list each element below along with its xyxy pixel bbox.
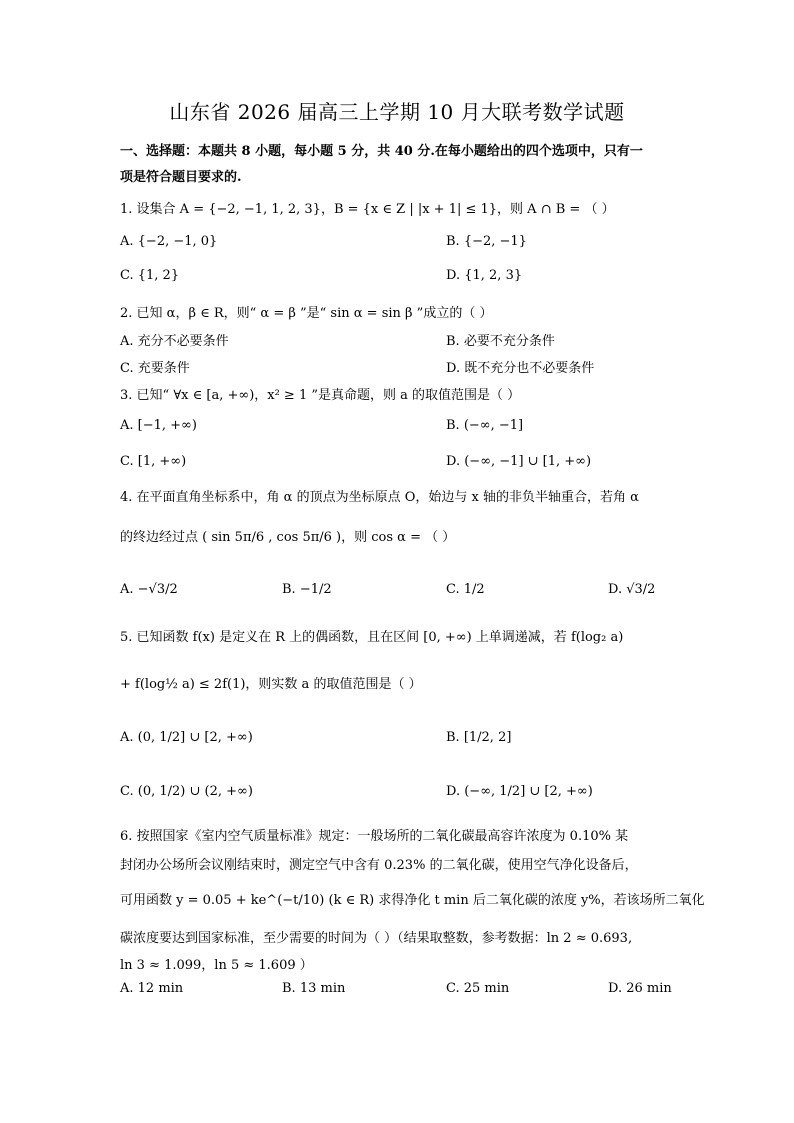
q4-option-d: D. √3/2 [608,582,656,597]
q6-option-d: D. 26 min [608,981,672,996]
q4-stem-line1: 4. 在平面直角坐标系中，角 α 的顶点为坐标原点 O，始边与 x 轴的非负半轴重合，若角 α [120,490,639,505]
section-instruction-line1: 一、选择题：本题共 8 小题，每小题 5 分，共 40 分.在每小题给出的四个选项中，只有一 [120,144,643,159]
q6-stem-line2: 封闭办公场所会议刚结束时，测定空气中含有 0.23% 的二氧化碳，使用空气净化设备后， [120,858,638,873]
q6-option-a: A. 12 min [120,981,184,996]
q6-option-b: B. 13 min [282,981,346,996]
q5-stem-line2: + f(log½ a) ≤ 2f(1)，则实数 a 的取值范围是（ ） [120,677,422,692]
q3-stem: 3. 已知“ ∀x ∈ [a, +∞)，x² ≥ 1 ”是真命题，则 a 的取值范围是（ ） [120,388,521,403]
section-instruction-line2: 项是符合题目要求的. [120,170,242,185]
q2-stem: 2. 已知 α，β ∈ R，则“ α = β ”是“ sin α = sin β ”成立的（ ） [120,306,493,321]
page-title: 山东省 2026 届高三上学期 10 月大联考数学试题 [169,100,625,124]
q1-option-c: C. {1, 2} [120,268,180,283]
q6-stem-line5: ln 3 ≈ 1.099，ln 5 ≈ 1.609 ） [120,958,313,973]
q6-stem-line3: 可用函数 y = 0.05 + ke^(−t/10) (k ∈ R) 求得净化 t min 后二氧化碳的浓度 y%，若该场所二氧化 [120,893,705,908]
q5-option-b: B. [1/2, 2] [446,730,512,745]
q3-option-b: B. (−∞, −1] [446,418,524,433]
q6-stem-line1: 6. 按照国家《室内空气质量标准》规定：一般场所的二氧化碳最高容许浓度为 0.10% 某 [120,829,629,844]
q2-option-d: D. 既不充分也不必要条件 [446,361,595,376]
q1-option-b: B. {−2, −1} [446,234,527,249]
q2-option-c: C. 充要条件 [120,361,190,376]
q5-option-a: A. (0, 1/2] ∪ [2, +∞) [120,730,253,745]
q4-stem-line2: 的终边经过点 ( sin 5π/6 , cos 5π/6 )，则 cos α = （ ） [120,530,456,545]
q5-option-d: D. (−∞, 1/2] ∪ [2, +∞) [446,784,593,799]
q4-option-b: B. −1/2 [282,582,332,597]
q3-option-c: C. [1, +∞) [120,454,187,469]
q6-option-c: C. 25 min [446,981,510,996]
q4-option-a: A. −√3/2 [120,582,178,597]
q4-option-c: C. 1/2 [446,582,485,597]
q1-option-a: A. {−2, −1, 0} [120,234,218,249]
q5-option-c: C. (0, 1/2) ∪ (2, +∞) [120,784,253,799]
q2-option-a: A. 充分不必要条件 [120,334,229,349]
q3-option-a: A. [−1, +∞) [120,418,197,433]
q3-option-d: D. (−∞, −1] ∪ [1, +∞) [446,454,592,469]
q5-stem-line1: 5. 已知函数 f(x) 是定义在 R 上的偶函数，且在区间 [0, +∞) 上单调递减，若 f(log₂ a) [120,630,624,645]
q2-option-b: B. 必要不充分条件 [446,334,555,349]
q1-stem: 1. 设集合 A = {−2, −1, 1, 2, 3}，B = {x ∈ Z | |x + 1| ≤ 1}，则 A ∩ B = （ ） [120,202,615,217]
q6-stem-line4: 碳浓度要达到国家标准，至少需要的时间为（ ）（结果取整数，参考数据：ln 2 ≈ 0.693, [120,931,633,946]
q1-option-d: D. {1, 2, 3} [446,268,523,283]
